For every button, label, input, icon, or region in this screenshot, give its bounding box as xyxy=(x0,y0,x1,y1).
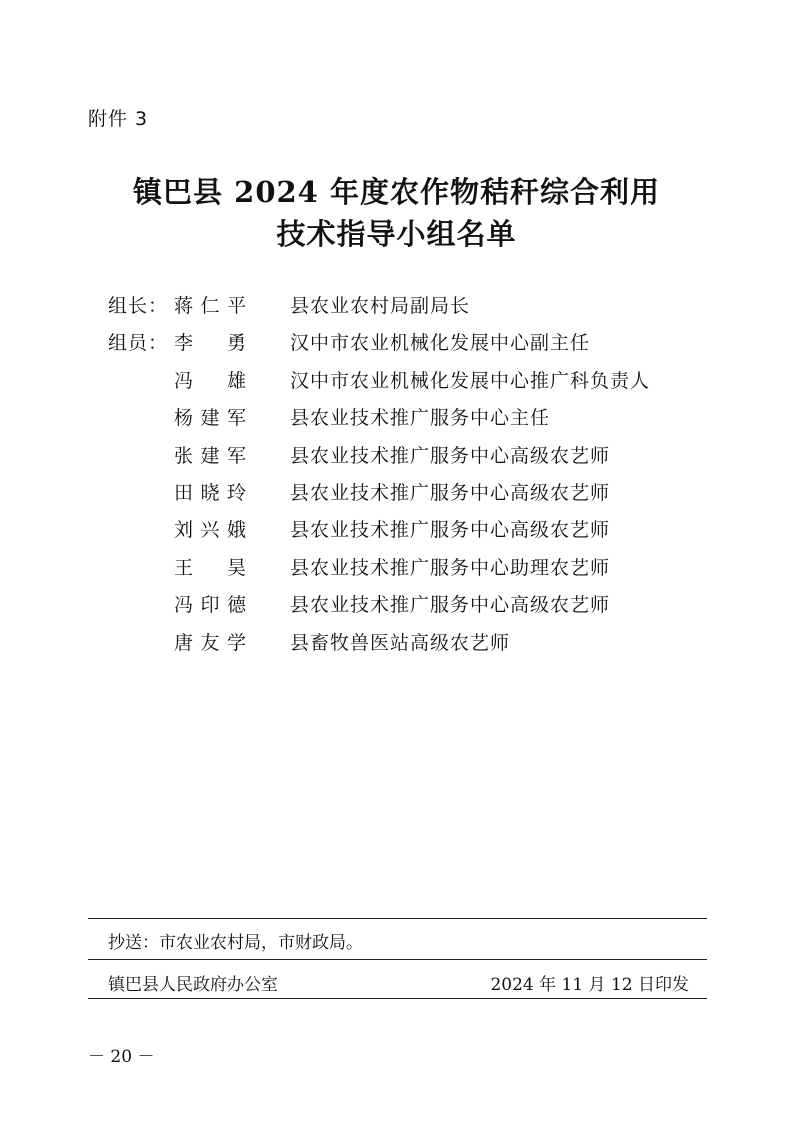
roster-row xyxy=(108,363,748,400)
roster-role: 组员： xyxy=(108,332,169,355)
footer-bottom-rule xyxy=(88,998,707,999)
name-char: 蒋 xyxy=(174,295,194,317)
name-char: 晓 xyxy=(200,481,220,504)
name-char: 勇 xyxy=(226,332,246,355)
name-char: 军 xyxy=(226,444,246,467)
name-char: 雄 xyxy=(226,369,246,392)
roster-row xyxy=(108,438,748,475)
footer-top-rule xyxy=(88,918,707,919)
name-char: 唐 xyxy=(174,631,194,654)
member-name xyxy=(174,587,246,624)
name-char: 王 xyxy=(174,556,194,579)
roster-row xyxy=(108,587,748,624)
member-position: 县农业技术推广服务中心高级农艺师 xyxy=(290,481,611,504)
member-position: 县畜牧兽医站高级农艺师 xyxy=(290,631,511,654)
name-char: 建 xyxy=(200,407,220,430)
name-char: 军 xyxy=(226,407,246,430)
name-char: 杨 xyxy=(174,407,194,430)
page-number: － 20 － xyxy=(88,1047,155,1067)
name-char: 建 xyxy=(200,444,220,467)
roster-row xyxy=(108,325,748,362)
member-name xyxy=(174,475,246,512)
document-title-line-2: 技术指导小组名单 xyxy=(276,217,517,251)
member-name xyxy=(174,550,246,587)
document-title-line-1: 镇巴县 2024 年度农作物秸秆综合利用 xyxy=(133,175,660,209)
member-position: 县农业技术推广服务中心高级农艺师 xyxy=(290,594,611,617)
name-char: 昊 xyxy=(226,556,246,579)
footer-middle-rule xyxy=(88,959,707,960)
member-position: 县农业农村局副局长 xyxy=(290,295,471,317)
attachment-label: 附件 3 xyxy=(88,108,149,130)
roster-row xyxy=(108,550,748,587)
member-position: 县农业技术推广服务中心高级农艺师 xyxy=(290,444,611,467)
name-char: 印 xyxy=(200,594,220,617)
name-char: 友 xyxy=(200,631,220,654)
name-char: 德 xyxy=(226,594,246,617)
member-name xyxy=(174,625,246,662)
roster-role: 组长： xyxy=(108,295,169,317)
name-char: 冯 xyxy=(174,594,194,617)
roster-row xyxy=(108,625,748,662)
cc-line: 抄送：市农业农村局，市财政局。 xyxy=(108,933,363,953)
name-char: 田 xyxy=(174,481,194,504)
member-name xyxy=(174,325,246,362)
name-char: 学 xyxy=(226,631,246,654)
name-char: 仁 xyxy=(200,295,220,317)
name-char: 张 xyxy=(174,444,194,467)
issuing-office: 镇巴县人民政府办公室 xyxy=(108,975,278,995)
name-char: 平 xyxy=(226,295,246,317)
roster-row xyxy=(108,288,748,325)
name-char: 玲 xyxy=(226,481,246,504)
member-position: 县农业技术推广服务中心助理农艺师 xyxy=(290,556,611,579)
roster-row xyxy=(108,512,748,549)
member-position: 县农业技术推广服务中心主任 xyxy=(290,407,551,430)
member-name xyxy=(174,363,246,400)
member-name xyxy=(174,438,246,475)
member-roster xyxy=(108,288,748,662)
member-position: 县农业技术推广服务中心高级农艺师 xyxy=(290,519,611,542)
roster-row xyxy=(108,400,748,437)
roster-row xyxy=(108,475,748,512)
name-char: 冯 xyxy=(174,369,194,392)
member-name xyxy=(174,288,246,325)
member-position: 汉中市农业机械化发展中心推广科负责人 xyxy=(290,369,651,392)
name-char: 刘 xyxy=(174,519,194,542)
name-char: 李 xyxy=(174,332,194,355)
member-position: 汉中市农业机械化发展中心副主任 xyxy=(290,332,591,355)
issue-date: 2024 年 11 月 12 日印发 xyxy=(490,975,689,995)
name-char: 兴 xyxy=(200,519,220,542)
name-char: 娥 xyxy=(226,519,246,542)
member-name xyxy=(174,512,246,549)
member-name xyxy=(174,400,246,437)
